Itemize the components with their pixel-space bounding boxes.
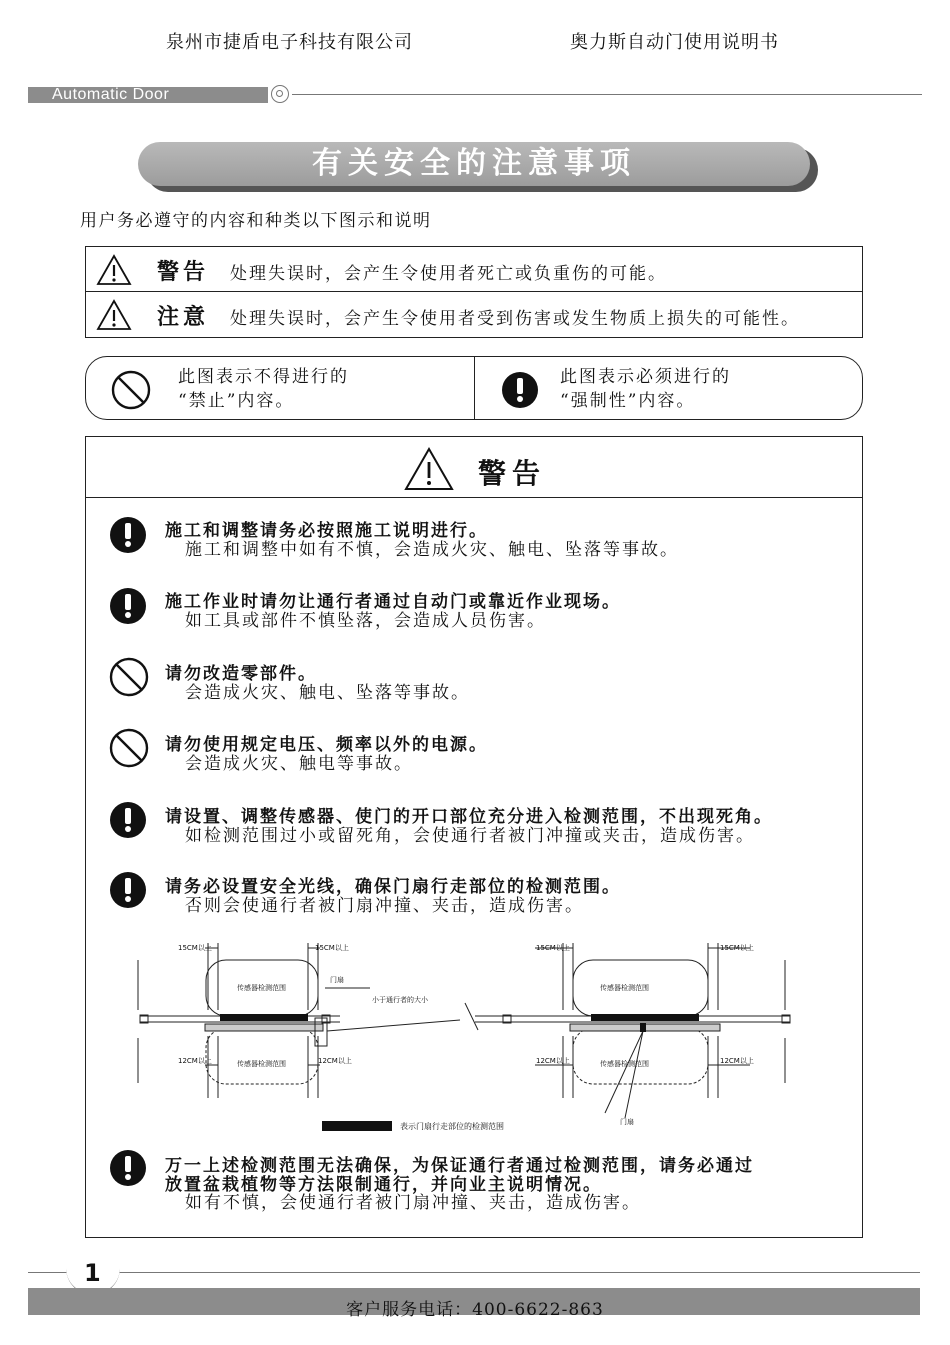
dim-label: 15CM以上: [178, 944, 212, 952]
sensor-range-label: 传感器检测范围: [237, 984, 286, 992]
signal-desc-warning: 处理失误时，会产生令使用者死亡或负重伤的可能。: [230, 264, 667, 284]
dim-label: 15CM以上: [536, 944, 570, 952]
warning-item-main: 请设置、调整传感器、使门的开口部位充分进入检测范围，不出现死角。: [165, 807, 773, 827]
service-phone: 客户服务电话：400-6622-863: [346, 1300, 604, 1320]
sensor-range-label: 传感器检测范围: [600, 984, 649, 992]
mandatory-icon: [108, 870, 148, 910]
warning-item-sub: 如有不慎，会使通行者被门扇冲撞、夹击，造成伤害。: [185, 1193, 641, 1213]
warning-item-sub: 如工具或部件不慎坠落，会造成人员伤害。: [185, 611, 546, 631]
warning-section-divider: [85, 497, 863, 498]
page-title: 有关安全的注意事项: [138, 142, 810, 186]
legend-mandatory-line2: “强制性”内容。: [560, 391, 696, 411]
warning-item-main: 请勿使用规定电压、频率以外的电源。: [165, 735, 488, 755]
dim-label: 12CM以上: [178, 1057, 212, 1065]
prohibited-icon: [110, 369, 152, 411]
signal-word-warning: 警告: [157, 260, 210, 285]
legend-mandatory-line1: 此图表示必须进行的: [560, 367, 731, 387]
legend-prohibited-line2: “禁止”内容。: [178, 391, 295, 411]
signal-word-caution: 注意: [157, 305, 210, 330]
header-divider: [292, 94, 922, 95]
mandatory-icon: [500, 370, 540, 410]
warning-triangle-icon: [404, 447, 454, 491]
sensor-range-label: 传感器检测范围: [237, 1060, 286, 1068]
warning-item-main: 请勿改造零部件。: [165, 664, 317, 684]
warning-item-main: 万一上述检测范围无法确保，为保证通行者通过检测范围，请务必通过: [165, 1156, 754, 1176]
manual-title: 奥力斯自动门使用说明书: [570, 32, 779, 53]
legend-divider: [474, 356, 475, 420]
warning-triangle-icon: [96, 299, 132, 331]
target-icon: [271, 85, 289, 103]
warning-item-main-cont: 放置盆栽植物等方法限制通行，并向业主说明情况。: [165, 1175, 602, 1195]
sensor-range-diagram: [130, 938, 820, 1126]
mandatory-icon: [108, 586, 148, 626]
travel-zone-swatch: [322, 1121, 392, 1131]
diagram-legend-text: 表示门扇行走部位的检测范围: [400, 1122, 504, 1131]
prohibited-icon: [108, 656, 150, 698]
warning-item-sub: 施工和调整中如有不慎，会造成火灾、触电、坠落等事故。: [185, 540, 679, 560]
door-leaf-label: 门扇: [620, 1118, 634, 1126]
warning-section-title: 警告: [478, 457, 547, 490]
warning-item-main: 施工作业时请勿让通行者通过自动门或靠近作业现场。: [165, 592, 621, 612]
warning-item-sub: 会造成火灾、触电等事故。: [185, 754, 413, 774]
company-name: 泉州市捷盾电子科技有限公司: [166, 32, 413, 53]
warning-item-sub: 如检测范围过小或留死角，会使通行者被门冲撞或夹击，造成伤害。: [185, 826, 755, 846]
warning-item-main: 请务必设置安全光线，确保门扇行走部位的检测范围。: [165, 877, 621, 897]
door-leaf-label: 门扇: [330, 976, 344, 984]
warning-item-sub: 会造成火灾、触电、坠落等事故。: [185, 683, 470, 703]
dim-label: 12CM以上: [720, 1057, 754, 1065]
legend-prohibited-line1: 此图表示不得进行的: [178, 367, 349, 387]
intro-text: 用户务必遵守的内容和种类以下图示和说明: [80, 211, 432, 231]
door-travel-zone-right: [591, 1014, 699, 1021]
smaller-than-person-label: 小于通行者的大小: [372, 996, 428, 1004]
dim-label: 15CM以上: [315, 944, 349, 952]
signal-desc-caution: 处理失误时，会产生令使用者受到伤害或发生物质上损失的可能性。: [230, 309, 800, 329]
sensor-range-label: 传感器检测范围: [600, 1060, 649, 1068]
footer-divider: [28, 1272, 920, 1273]
prohibited-icon: [108, 727, 150, 769]
warning-triangle-icon: [96, 254, 132, 286]
door-travel-zone-left: [220, 1014, 308, 1021]
mandatory-icon: [108, 1148, 148, 1188]
mandatory-icon: [108, 515, 148, 555]
warning-item-sub: 否则会使通行者被门扇冲撞、夹击，造成伤害。: [185, 896, 584, 916]
dim-label: 12CM以上: [318, 1057, 352, 1065]
table-divider: [85, 291, 863, 292]
page-number: 1: [84, 1259, 101, 1287]
category-band: Automatic Door: [28, 87, 268, 103]
dim-label: 15CM以上: [720, 944, 754, 952]
dim-label: 12CM以上: [536, 1057, 570, 1065]
mandatory-icon: [108, 800, 148, 840]
warning-item-main: 施工和调整请务必按照施工说明进行。: [165, 521, 488, 541]
